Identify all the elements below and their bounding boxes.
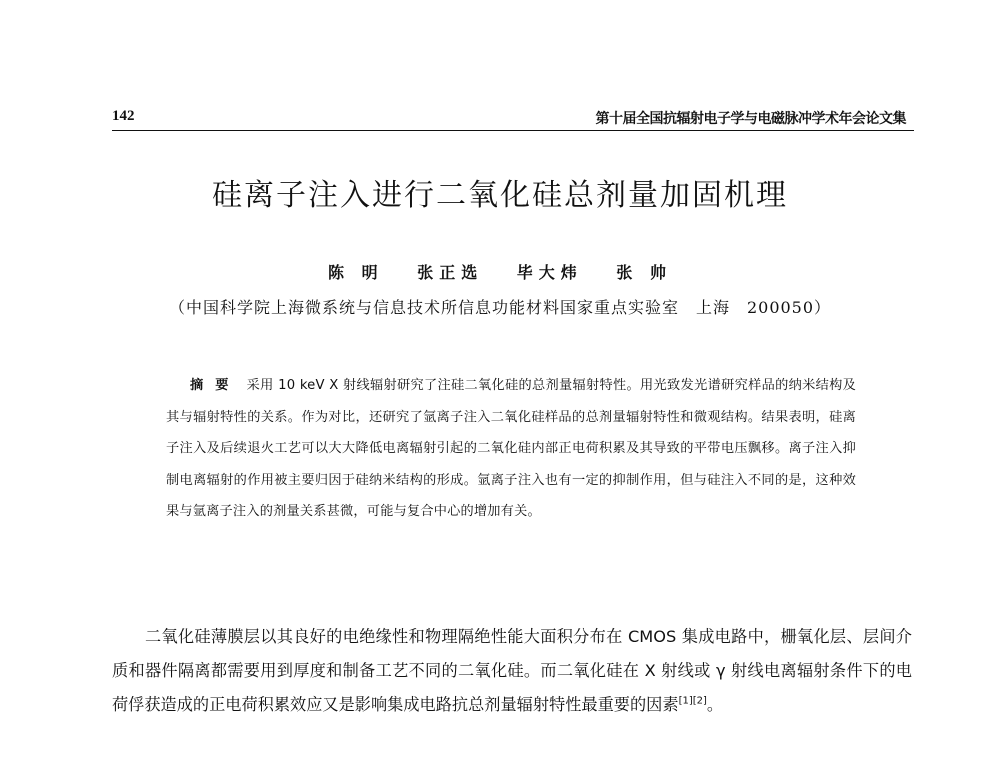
running-header <box>112 108 914 131</box>
body-paragraph <box>112 620 912 722</box>
journal-title: 第十届全国抗辐射电子学与电磁脉冲学术年会论文集 <box>595 112 906 127</box>
author-list <box>0 260 1000 283</box>
abstract-label: 摘要 <box>190 378 241 393</box>
page-number: 142 <box>112 108 135 124</box>
abstract-text: 采用 10 keV X 射线辐射研究了注硅二氧化硅的总剂量辐射特性。用光致发光谱研究样品的纳米结构及其与辐射特性的关系。作为对比，还研究了氩离子注入二氧化硅样品的总剂量辐射特性和微观结构。结果表明，硅离子注入及后续退火工艺可以大大降低电离辐射引起的二氧化硅内部正电荷积累及其导致的平带电压飘移。离子注入抑制电离辐射的作用被主要归因于硅纳米结构的形成。氩离子注入也有一定的抑制作用，但与硅注入不同的是，这种效果与氩离子注入的剂量关系甚微，可能与复合中心的增加有关。 <box>166 378 856 519</box>
citation-ref: [1][2] <box>678 695 707 707</box>
author-1: 陈 明 <box>328 263 384 282</box>
paper-title: 硅离子注入进行二氧化硅总剂量加固机理 <box>212 178 788 213</box>
affiliation: （中国科学院上海微系统与信息技术所信息功能材料国家重点实验室 上海 200050） <box>168 298 832 317</box>
body-paragraph-text: 二氧化硅薄膜层以其良好的电绝缘性和物理隔绝性能大面积分布在 CMOS 集成电路中，栅氧化层、层间介质和器件隔离都需要用到厚度和制备工艺不同的二氧化硅。而二氧化硅在 X 射线或 γ 射线电离辐射条件下的电荷俘获造成的正电荷积累效应又是影响集成电路抗总剂量辐射特性最重要的因素 <box>112 627 912 714</box>
author-2: 张正选 <box>417 263 484 282</box>
author-3: 毕大炜 <box>516 263 583 282</box>
body-paragraph-end: 。 <box>706 695 724 714</box>
author-4: 张 帅 <box>616 263 672 282</box>
abstract <box>166 370 856 528</box>
